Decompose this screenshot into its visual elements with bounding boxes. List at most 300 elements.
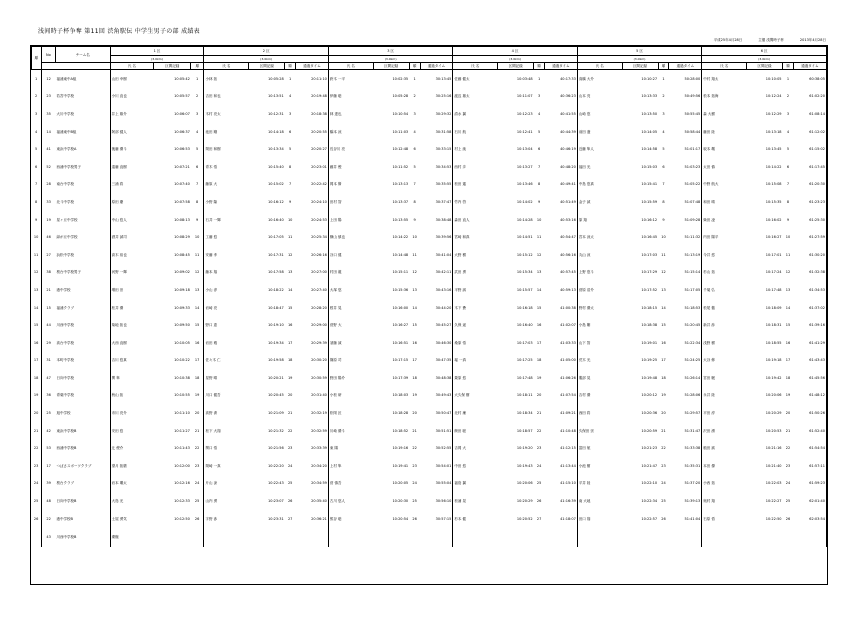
meta-organizer: 主催 浅間時子杯 [758,38,784,42]
leg-rank: 13 [661,287,666,292]
leg-time: 10:14:05 [641,129,658,134]
leg-time: 10:14:51 [516,235,533,240]
leg-rank: 3 [786,111,790,116]
split-time: 30:48:38 [420,369,453,387]
split-time: 61:02:20 [793,88,826,106]
leg-time: 10:21:47 [641,463,658,468]
leg-rank: 24 [287,463,293,468]
runner-name: 宮本 涼太 [578,235,594,240]
runner-name: 関口 悟 [205,446,218,451]
leg-time: 10:17:58 [267,270,284,275]
row-team-no: 46 [46,235,51,240]
leg-rank: 14 [661,305,666,310]
runner-name: 奥村 翔 [703,499,715,504]
runner-name: 吉村 優 [578,393,591,398]
runner-name: 松尾 徹 [703,305,715,310]
runner-name: 川口 健吾 [205,393,221,398]
split-time: 61:08:14 [793,105,826,123]
leg-time: 10:16:45 [641,235,658,240]
leg-time: 10:16:02 [765,217,782,222]
leg-rank: 4 [191,123,204,141]
runner-name: 山崎 悠 [578,111,591,116]
split-time: 61:54:54 [793,439,826,457]
leg-rank: 26 [661,516,666,521]
leg-time: 10:18:31 [765,323,782,328]
split-time: 20:31:40 [296,387,329,405]
table-row [32,352,827,370]
leg-rank: 22 [287,428,293,433]
split-time: 51:22:34 [669,334,702,352]
table-row [32,439,827,457]
header-legs-row [32,47,827,56]
runner-name: 桑原 悟 [454,340,466,345]
runner-name: 新井 渉 [703,323,715,328]
leg-time: 10:17:15 [392,358,409,363]
leg-time [249,527,285,547]
split-time: 40:44:39 [545,123,578,141]
leg-time: 10:19:20 [516,446,533,451]
leg-time: 10:21:09 [267,411,284,416]
leg-rank: 8 [289,164,292,169]
row-rank: 9 [32,211,42,229]
leg-time: 10:06:37 [174,129,190,134]
leg-rank: 11 [785,252,791,257]
runner-name: 杉山 拓 [703,270,715,275]
leg-time: 10:06:53 [174,147,190,152]
runner-name: 増田 崇 [111,287,124,292]
table-row [32,457,827,475]
leg-rank: 6 [786,164,790,169]
split-time: 30:57:15 [420,510,453,528]
leg-time: 10:12:29 [765,111,782,116]
leg-time: 10:05:57 [174,94,190,99]
row-rank: 21 [32,422,42,440]
table-row [32,140,827,158]
leg-time: 10:20:30 [392,499,409,504]
col-time-6: 区間記録 [747,63,783,70]
runner-name: 吉岡 大 [454,446,466,451]
runner-name: 大久保 樹 [454,393,470,398]
runner-name: 三浦 将 [111,182,124,187]
runner-name: 藤井 俊 [329,164,342,169]
split-time: 41:18:07 [545,510,578,528]
leg-time: 10:18:34 [516,411,533,416]
split-time: 51:35:31 [669,457,702,475]
row-team-no: 19 [46,217,51,222]
runner-name: 石川 航 [454,129,466,134]
runner-name: 大野 樹 [454,252,466,257]
row-rank: 19 [32,387,42,405]
leg-time: 10:20:36 [641,411,658,416]
leg-rank: 13 [785,287,791,292]
leg-rank: 15 [536,305,542,310]
table-row [32,176,827,194]
leg-rank: 10 [785,235,791,240]
runner-name: 本田 優 [703,463,715,468]
leg-time: 10:18:03 [392,393,409,398]
leg-time: 10:15:34 [516,270,533,275]
row-rank: 7 [32,176,42,194]
row-team-no: 38 [46,270,51,275]
leg-rank: 5 [537,129,541,134]
runner-name: 山本 亮 [578,94,591,99]
split-time: 61:17:45 [793,158,826,176]
header-rank: 順 [32,47,42,70]
split-time: 61:34:53 [793,281,826,299]
leg-rank: 27 [536,516,542,521]
runner-name: 宮田 駿 [703,375,715,380]
leg-time: 10:21:16 [765,446,782,451]
leg-time: 10:20:53 [765,428,782,433]
runner-name: 木村 亮太 [205,111,221,116]
leg-rank: 1 [191,70,204,88]
runner-name: 川崎 優斗 [329,428,346,433]
runner-name: 横山 慎也 [329,235,346,240]
runner-name: 小島 剛 [578,323,591,328]
split-time: 20:34:59 [296,475,329,493]
leg-time: 10:15:57 [516,287,533,292]
leg-time: 10:11:07 [516,94,533,99]
leg-time: 10:10:54 [392,111,409,116]
split-time: 61:12:02 [793,123,826,141]
leg-time: 10:09:18 [174,287,190,292]
split-time: 30:25:16 [420,88,453,106]
runner-name: 松岡 匠 [329,411,342,416]
split-time: 30:47:35 [420,352,453,370]
split-time: 61:23:23 [793,193,826,211]
row-rank [32,527,42,547]
split-time: 20:25:34 [296,228,329,246]
table-row [32,527,827,547]
leg-rank: 23 [191,457,204,475]
runner-name: 原田 慶 [111,199,124,204]
runner-name: 吉田 和也 [205,94,221,99]
header-leg-2: 2 区 [204,47,328,56]
runner-name: 岡本 賢 [329,182,342,187]
leg-rank: 23 [661,463,666,468]
split-time: 41:05:00 [545,352,578,370]
leg-rank: 23 [536,446,542,451]
table-row [32,510,827,528]
leg-rank: 26 [412,516,417,521]
runner-name: 小林 拓 [205,76,218,81]
split-time: 61:48:12 [793,387,826,405]
split-time: 40:51:49 [545,193,578,211]
leg-rank: 6 [662,164,665,169]
leg-time: 10:20:52 [516,516,533,521]
split-time: 40:54:47 [545,228,578,246]
runner-name: 鈴木 一平 [329,76,346,81]
leg-rank: 10 [536,217,542,222]
runner-name: 菅 慎吾 [329,481,342,486]
leg-time: 10:20:12 [641,393,658,398]
leg-time: 10:17:05 [267,235,284,240]
split-time: 61:25:30 [793,211,826,229]
leg-rank: 11 [287,235,293,240]
col-time-3: 区間記録 [373,63,409,70]
leg-rank: 12 [412,270,417,275]
table-row [32,193,827,211]
row-team-name: 南台中学校 [56,176,111,194]
runner-name: 阿部 健人 [111,129,127,134]
col-name-2: 氏 名 [204,63,249,70]
leg-time: 10:15:40 [267,164,284,169]
split-time: 30:39:56 [420,228,453,246]
leg-time: 10:18:47 [267,305,284,310]
leg-time: 10:15:03 [641,164,658,169]
leg-rank: 3 [191,105,204,123]
row-rank: 26 [32,510,42,528]
split-time: 20:20:55 [296,123,329,141]
split-time: 41:16:39 [545,492,578,510]
split-time: 50:58:44 [669,123,702,141]
leg-rank: 26 [785,516,791,521]
split-time: 61:27:59 [793,228,826,246]
leg-rank: 11 [412,252,417,257]
leg-rank: 25 [536,481,542,486]
leg-rank: 6 [537,147,541,152]
table-row [32,475,827,493]
runner-name: 金子 誠 [578,199,591,204]
split-time: 30:45:27 [420,316,453,334]
table-row [32,246,827,264]
leg-rank: 10 [287,217,293,222]
col-order-1: 順 [191,63,204,70]
results-table [31,46,827,547]
table-row [32,387,827,405]
runner-name: 平野 誠 [454,287,466,292]
header-leg-4: 4 区 [453,47,577,56]
leg-rank: 7 [537,164,541,169]
runner-name: 桜井 晃 [329,305,342,310]
leg-rank: 13 [536,270,542,275]
col-order-6: 順 [783,63,794,70]
leg-rank: 1 [537,76,541,81]
leg-rank: 20 [287,393,293,398]
split-time: 41:09:21 [545,404,578,422]
leg-rank: 23 [287,446,293,451]
row-team-name: 東浜中学校A [56,140,111,158]
row-team-no: 15 [46,305,51,310]
leg-time: 10:22:43 [267,481,284,486]
leg-rank: 17 [785,358,791,363]
runner-name [702,527,747,547]
leg-time: 10:11:10 [174,411,190,416]
runner-name: 植田 誠 [703,446,715,451]
leg-time: 10:10:22 [174,358,190,363]
leg-rank: 25 [287,481,293,486]
leg-time: 10:11:52 [392,164,409,169]
runner-name: 高木 裕也 [111,252,127,257]
split-time: 51:28:06 [669,387,702,405]
leg-rank: 22 [661,446,666,451]
leg-time: 10:07:58 [174,199,190,204]
row-team-no: 14 [46,129,51,134]
split-time: 50:49:56 [669,88,702,106]
leg-rank: 21 [287,411,293,416]
row-rank: 16 [32,334,42,352]
leg-rank: 6 [413,147,416,152]
split-time: 51:20:45 [669,316,702,334]
leg-rank: 9 [537,199,541,204]
leg-rank: 6 [289,129,292,134]
leg-rank: 11 [191,246,204,264]
runner-name: 北村 廉 [454,411,466,416]
split-time: 51:24:25 [669,352,702,370]
leg-time: 10:07:21 [174,164,190,169]
runner-name: 遠藤 直樹 [111,164,127,169]
row-team-name: 桜台クラブ [56,475,111,493]
leg-time: 10:19:58 [267,358,284,363]
leg-rank: 12 [287,252,293,257]
split-time: 41:12:15 [545,439,578,457]
header-dist-2: (3.0km) [204,56,328,63]
leg-rank: 21 [412,428,417,433]
leg-time: 10:08:29 [174,235,190,240]
leg-rank: 12 [785,270,791,275]
leg-time: 10:13:50 [641,111,658,116]
row-rank: 12 [32,264,42,282]
leg-rank: 15 [661,323,666,328]
row-team-name: 浜松中学校 [56,246,111,264]
runner-name: 木下 蒼 [454,305,466,310]
leg-time: 10:12:41 [516,129,533,134]
leg-rank: 6 [191,158,204,176]
split-time: 20:35:40 [296,492,329,510]
leg-rank: 8 [662,199,665,204]
row-team-no: 53 [46,446,51,451]
leg-rank: 10 [412,235,417,240]
col-name-3: 氏 名 [328,63,373,70]
row-team-no: 52 [46,164,51,169]
row-team-no: 35 [46,111,51,116]
runner-name: 中村 翔太 [703,76,719,81]
leg-time: 10:22:50 [765,516,782,521]
leg-rank: 3 [289,111,292,116]
split-time: 20:30:20 [296,352,329,370]
leg-time: 10:15:08 [765,182,782,187]
leg-time: 10:13:13 [392,182,409,187]
row-rank: 13 [32,281,42,299]
table-row [32,88,827,106]
runner-name: 中島 悠真 [578,182,594,187]
leg-time: 10:17:03 [641,252,658,257]
runner-name: 藤本 翔 [205,270,218,275]
split-time: 30:54:01 [420,457,453,475]
leg-time: 10:22:10 [641,481,658,486]
split-time: 30:33:15 [420,140,453,158]
runner-name: 野村 優太 [578,305,594,310]
leg-rank: 4 [289,94,292,99]
runner-name: 松下 大翔 [205,428,221,433]
runner-name: 近藤 隼人 [578,147,594,152]
row-rank: 22 [32,439,42,457]
row-rank: 10 [32,228,42,246]
runner-name: 永井 陸 [703,393,715,398]
row-team-no: 41 [46,147,51,152]
runner-name: 千葉 弘 [703,287,715,292]
leg-rank: 21 [536,411,542,416]
leg-rank [658,527,669,547]
leg-time: 10:21:56 [267,446,284,451]
row-team-name: 北斗中学校 [56,193,111,211]
table-row [32,316,827,334]
runner-name: 須藤 誠 [329,340,342,345]
leg-time: 10:13:33 [641,94,658,99]
runner-name: 大西 直樹 [111,340,127,345]
leg-rank: 20 [412,411,417,416]
runner-name: 太田 慎 [703,164,715,169]
row-team-name: 緑が丘中学校 [56,228,111,246]
runner-name: 棄権 [111,535,119,540]
leg-rank: 17 [191,352,204,370]
table-row [32,334,827,352]
runner-name: 小川 直也 [111,94,127,99]
split-time: 41:00:38 [545,299,578,317]
runner-name: 谷口 健 [329,252,342,257]
runner-name: 松本 拓海 [703,94,719,99]
leg-time: 10:20:05 [392,481,409,486]
leg-rank: 7 [413,182,416,187]
runner-name: 井上 雄介 [111,111,127,116]
page-title: 浅间時子杯争奪 第11回 渋角駅伝 中学生男子の部 成績表 [38,28,200,35]
runner-name [453,527,498,547]
leg-rank: 21 [191,422,204,440]
leg-time: 10:03:48 [516,76,533,81]
leg-time: 10:15:12 [516,252,533,257]
leg-rank: 17 [661,358,666,363]
leg-rank: 11 [661,252,666,257]
runner-name: 篠原 司 [329,358,342,363]
runner-name: 菅原 浩介 [578,287,594,292]
row-team-no: 28 [46,182,51,187]
col-split-4: 通過タイム [545,63,578,70]
table-row [32,404,827,422]
leg-rank: 16 [785,340,791,345]
runner-name: 今井 悠 [703,252,715,257]
split-time: 20:27:00 [296,264,329,282]
leg-time: 10:13:51 [267,94,284,99]
leg-time: 10:18:11 [516,393,533,398]
leg-time: 10:18:38 [641,323,658,328]
runner-name: 坂本 颯 [703,147,715,152]
leg-rank: 25 [661,499,666,504]
runner-name: 伊藤 聡 [329,94,342,99]
split-time: 30:42:11 [420,264,453,282]
leg-time: 10:13:04 [516,147,533,152]
leg-time: 10:14:58 [641,147,658,152]
leg-rank: 14 [536,287,542,292]
leg-time: 10:15:02 [267,182,284,187]
runner-name [577,527,622,547]
runner-name: 青木 悟 [205,164,218,169]
leg-time: 10:22:34 [641,499,658,504]
leg-time: 10:12:16 [174,481,190,486]
meta-date: 平成25年4月28日 [713,38,743,42]
runner-name: 後藤 優斗 [111,147,127,152]
leg-time: 10:13:45 [765,147,782,152]
col-time-5: 区間記録 [622,63,658,70]
leg-time: 10:13:27 [516,164,533,169]
col-split-5: 通過タイム [669,63,702,70]
leg-rank: 22 [536,428,542,433]
leg-time: 10:13:37 [392,199,409,204]
row-team-name: つばさスポーツクラブ [56,457,111,475]
table-row [32,228,827,246]
leg-rank: 12 [661,270,666,275]
split-time: 20:11:10 [296,70,329,88]
runner-name: 岡田 和樹 [205,147,221,152]
